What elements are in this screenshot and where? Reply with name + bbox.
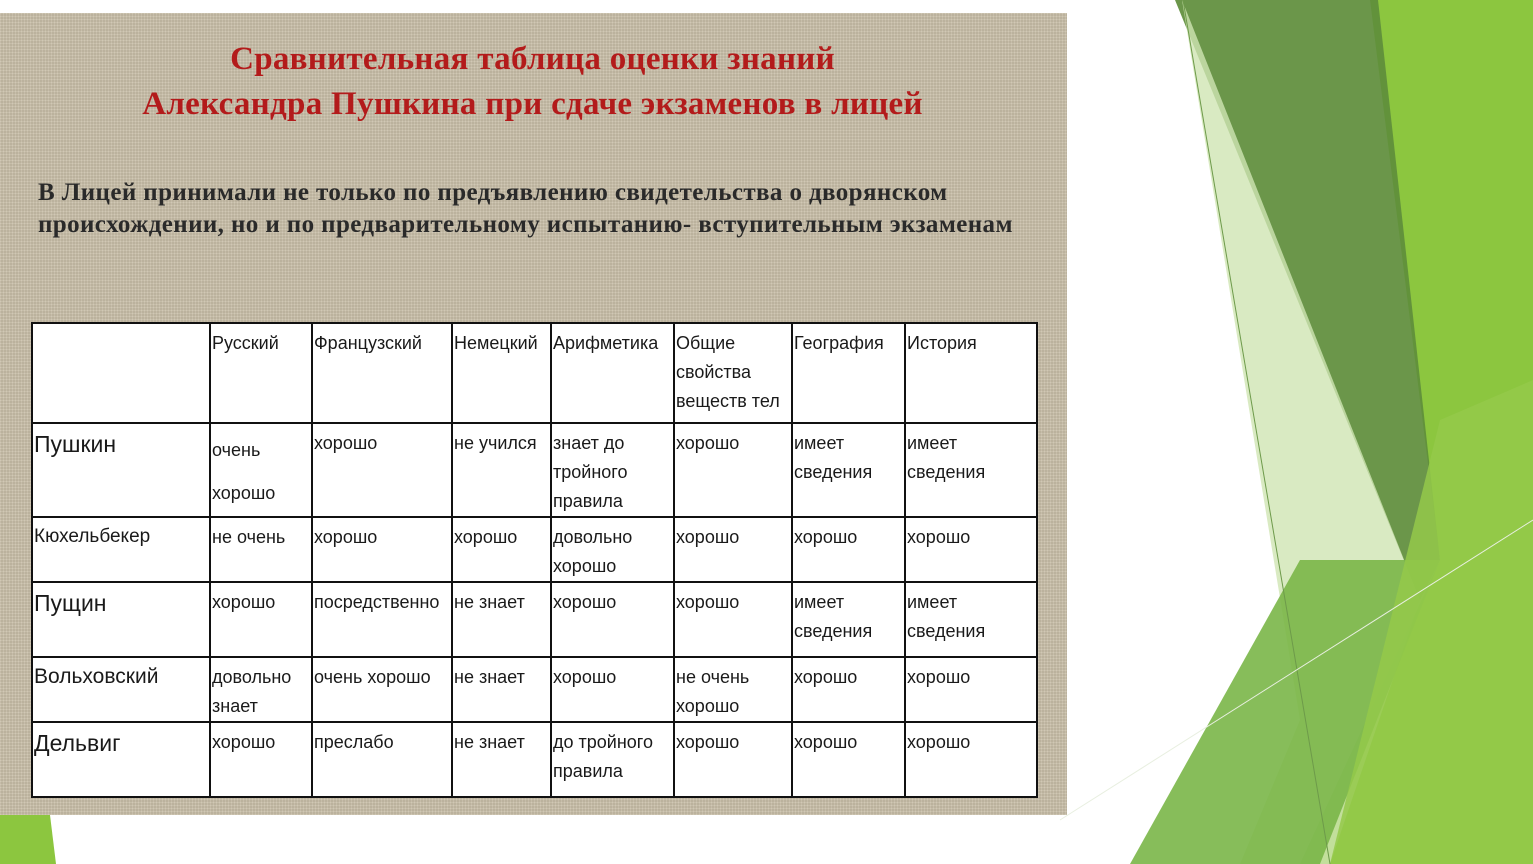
grade-cell: хорошо [792, 657, 905, 722]
grade-cell [792, 423, 905, 517]
grade-cell: хорошо [551, 657, 674, 722]
grade-cell [210, 657, 312, 722]
title-line-2: Александра Пушкина при сдаче экзаменов в лицей [142, 86, 923, 122]
intro-paragraph: В Лицей принимали не только по предъявлению свидетельства о дворянском происхождении, но и по предварительному испытанию- вступительным экзаменам [38, 179, 1013, 238]
grade-cell [905, 423, 1037, 517]
grade-cell: хорошо [905, 517, 1037, 582]
table-row [32, 657, 1037, 722]
grade-cell [674, 657, 792, 722]
grade-cell: хорошо [452, 517, 551, 582]
header-cell-physics [674, 323, 792, 423]
grade-cell: хорошо [210, 722, 312, 797]
grade-cell: хорошо [792, 722, 905, 797]
grade-text: имеет сведения [794, 592, 873, 641]
grade-text: не очень хорошо [676, 667, 750, 716]
grade-cell: хорошо [674, 582, 792, 657]
grade-cell: не знает [452, 657, 551, 722]
grade-text: знает до тройного правила [553, 433, 628, 511]
grade-text: до тройного правила [553, 732, 653, 781]
grade-cell: хорошо [210, 582, 312, 657]
grade-cell: не учился [452, 423, 551, 517]
grade-cell: хорошо [792, 517, 905, 582]
header-cell-geography: География [792, 323, 905, 423]
grade-cell: хорошо [312, 517, 452, 582]
page-title [20, 37, 1045, 127]
grade-cell: хорошо [674, 517, 792, 582]
grade-text: имеет сведения [907, 592, 986, 641]
header-cell-french: Французский [312, 323, 452, 423]
grade-cell: не очень [210, 517, 312, 582]
grade-cell [792, 582, 905, 657]
grade-cell: хорошо [674, 722, 792, 797]
table-header-row [32, 323, 1037, 423]
grade-cell: очень хорошо [312, 657, 452, 722]
student-name-cell: Кюхельбекер [32, 517, 210, 582]
header-physics-text: Общие свойства веществ тел [676, 333, 780, 411]
title-line-1: Сравнительная таблица оценки знаний [230, 41, 835, 77]
header-cell-empty [32, 323, 210, 423]
grade-text: довольно знает [212, 667, 292, 716]
green-corner [0, 815, 56, 864]
student-name-cell: Вольховский [32, 657, 210, 722]
grade-cell: хорошо [905, 722, 1037, 797]
grade-cell: не знает [452, 722, 551, 797]
grade-cell: посредственно [312, 582, 452, 657]
grade-cell: хорошо [674, 423, 792, 517]
grade-cell [210, 423, 312, 517]
grade-cell [905, 582, 1037, 657]
grade-cell [551, 517, 674, 582]
header-cell-german: Немецкий [452, 323, 551, 423]
table-row [32, 722, 1037, 797]
grade-cell: не знает [452, 582, 551, 657]
header-cell-russian: Русский [210, 323, 312, 423]
grade-text: довольно хорошо [553, 527, 633, 576]
header-cell-history: История [905, 323, 1037, 423]
grade-cell [551, 423, 674, 517]
grade-cell: преслабо [312, 722, 452, 797]
grade-cell: хорошо [905, 657, 1037, 722]
content-panel [0, 13, 1067, 815]
table-row [32, 517, 1037, 582]
grade-cell: хорошо [551, 582, 674, 657]
header-cell-arithmetic: Арифметика [551, 323, 674, 423]
student-name-cell: Пушкин [32, 423, 210, 517]
grades-table [31, 322, 1038, 798]
table-row [32, 582, 1037, 657]
grade-cell [551, 722, 674, 797]
grade-cell: хорошо [312, 423, 452, 517]
table-row [32, 423, 1037, 517]
grade-text: имеет сведения [907, 433, 986, 482]
student-name-cell: Пущин [32, 582, 210, 657]
grade-text: очень хорошо [212, 440, 276, 503]
grade-text: имеет сведения [794, 433, 873, 482]
student-name-cell: Дельвиг [32, 722, 210, 797]
